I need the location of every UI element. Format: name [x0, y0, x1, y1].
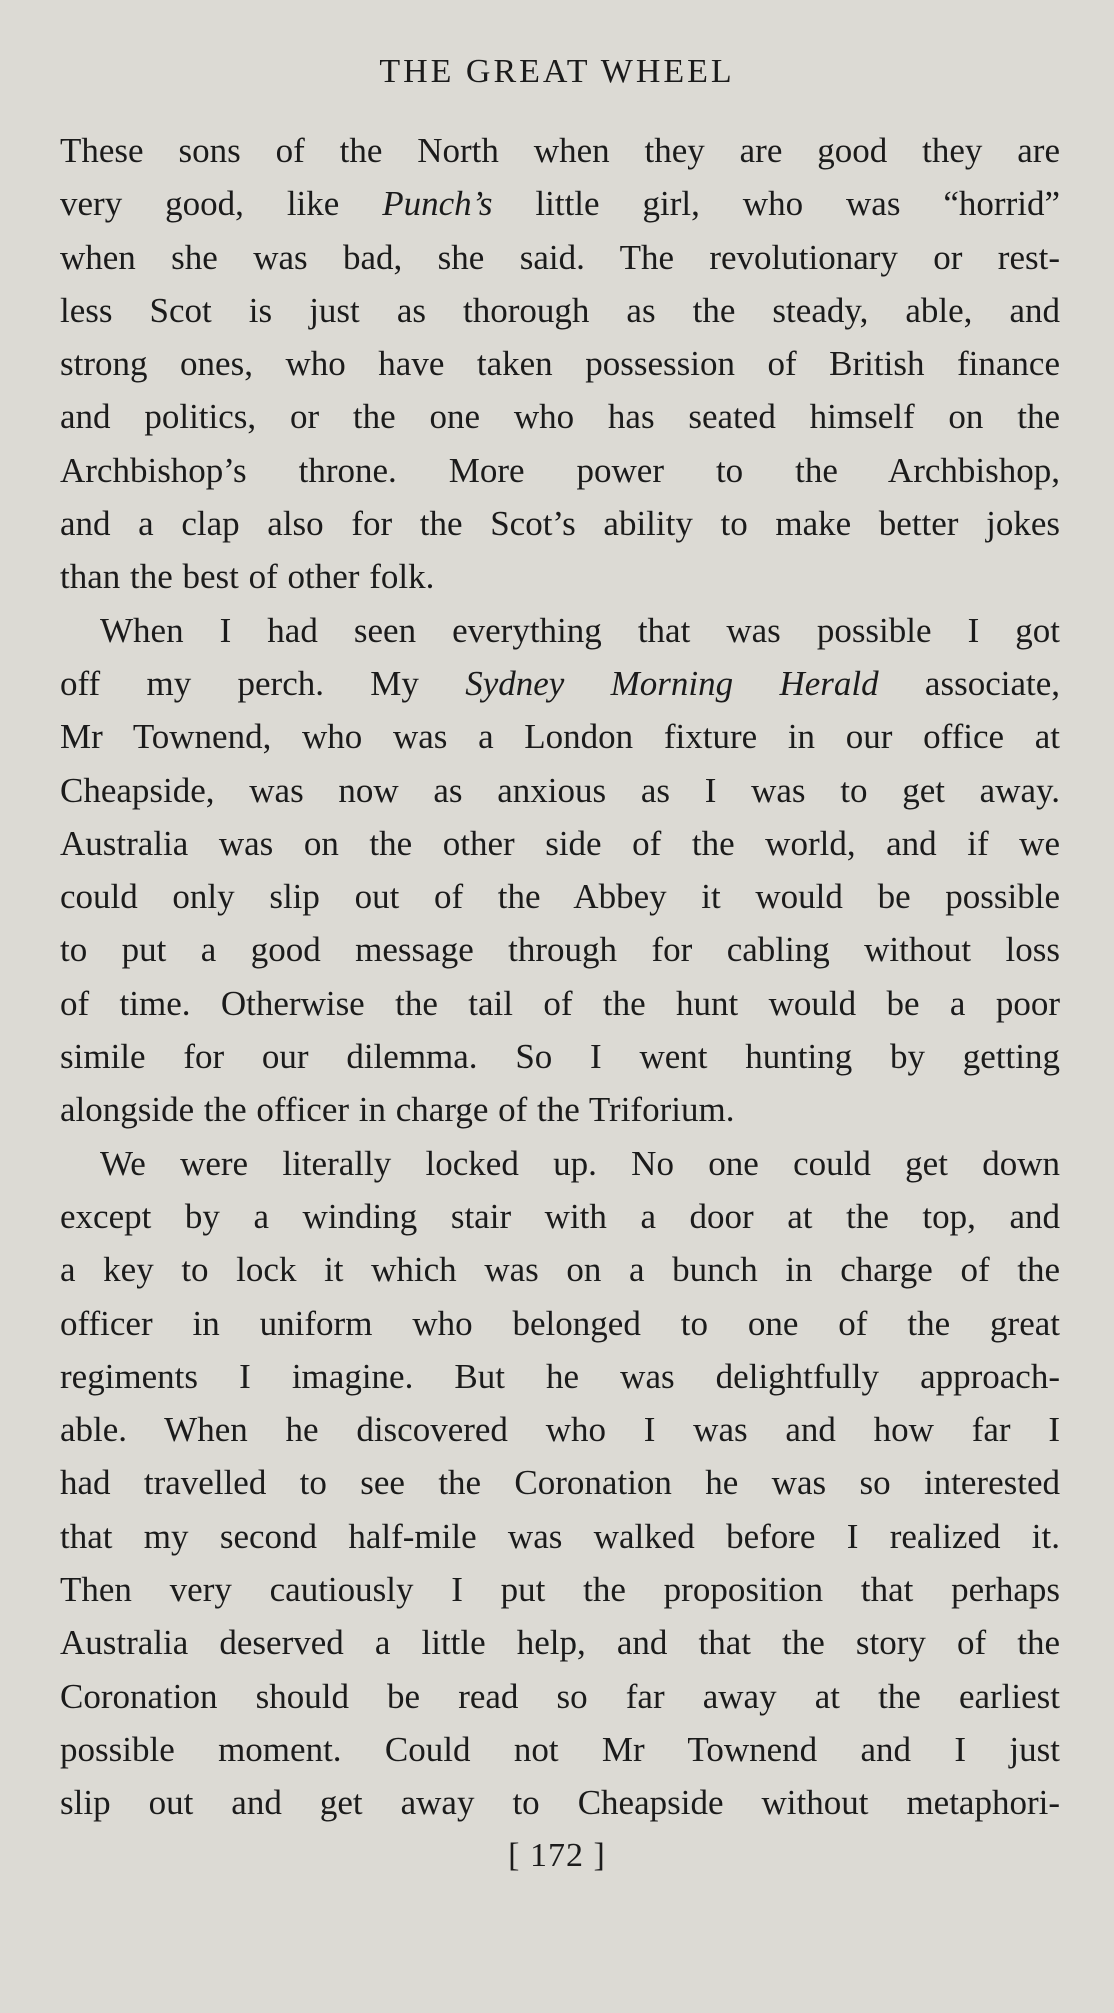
text-line: had travelled to see the Coronation he was so interested: [60, 1463, 1060, 1503]
text-line: slip out and get away to Cheapside without metaphori-: [60, 1783, 1060, 1823]
text-line: When I had seen everything that was possible I got: [100, 610, 1060, 650]
text-line: and politics, or the one who has seated himself on the: [60, 397, 1060, 437]
text-line: officer in uniform who belonged to one of the great: [60, 1303, 1060, 1343]
text-line: regiments I imagine. But he was delightfully approach-: [60, 1356, 1060, 1396]
paragraph-1: [60, 124, 1060, 604]
text-line: could only slip out of the Abbey it would be possible: [60, 877, 1060, 917]
text-line: Then very cautiously I put the proposition that perhaps: [60, 1570, 1060, 1610]
text-line: off my perch. My Sydney Morning Herald associate,: [60, 663, 1061, 703]
body-text: [60, 124, 1060, 1830]
text-line: strong ones, who have taken possession of British finance: [60, 344, 1060, 384]
paragraph-3: [60, 1137, 1060, 1830]
text-line: possible moment. Could not Mr Townend and I just: [60, 1729, 1060, 1769]
text-line: Australia deserved a little help, and that the story of the: [60, 1623, 1060, 1663]
text-line: These sons of the North when they are good they are: [60, 131, 1060, 170]
paragraph-2: [60, 604, 1060, 1137]
text-line: very good, like Punch’s little girl, who was “horrid”: [60, 184, 1060, 224]
text-line: than the best of other folk.: [60, 557, 435, 597]
text-line: We were literally locked up. No one could get down: [100, 1143, 1060, 1183]
page-number: [ 172 ]: [508, 1837, 606, 1874]
text-line: Mr Townend, who was a London fixture in our office at: [60, 717, 1060, 757]
italic-title: Punch’s: [382, 184, 493, 224]
text-line: alongside the officer in charge of the Triforium.: [60, 1090, 735, 1130]
text-line: Cheapside, was now as anxious as I was to get away.: [60, 770, 1060, 810]
text-line: except by a winding stair with a door at the top, and: [60, 1196, 1060, 1236]
text-line: to put a good message through for cabling without loss: [60, 930, 1060, 970]
text-line: a key to lock it which was on a bunch in charge of the: [60, 1250, 1060, 1290]
text-line: Archbishop’s throne. More power to the Archbishop,: [60, 450, 1060, 490]
text-line: less Scot is just as thorough as the steady, able, and: [60, 290, 1060, 330]
text-line: when she was bad, she said. The revolutionary or rest-: [60, 237, 1060, 277]
text-line: and a clap also for the Scot’s ability to make better jokes: [60, 504, 1060, 544]
italic-title: Sydney Morning Herald: [465, 663, 879, 703]
text-line: Australia was on the other side of the world, and if we: [60, 823, 1060, 863]
running-head: THE GREAT WHEEL: [379, 53, 735, 90]
text-line: that my second half-mile was walked before I realized it.: [60, 1516, 1060, 1556]
text-line: Coronation should be read so far away at the earliest: [60, 1676, 1060, 1716]
text-line: of time. Otherwise the tail of the hunt would be a poor: [60, 983, 1060, 1023]
text-line: able. When he discovered who I was and how far I: [60, 1410, 1060, 1450]
text-line: simile for our dilemma. So I went hunting by getting: [60, 1037, 1060, 1077]
